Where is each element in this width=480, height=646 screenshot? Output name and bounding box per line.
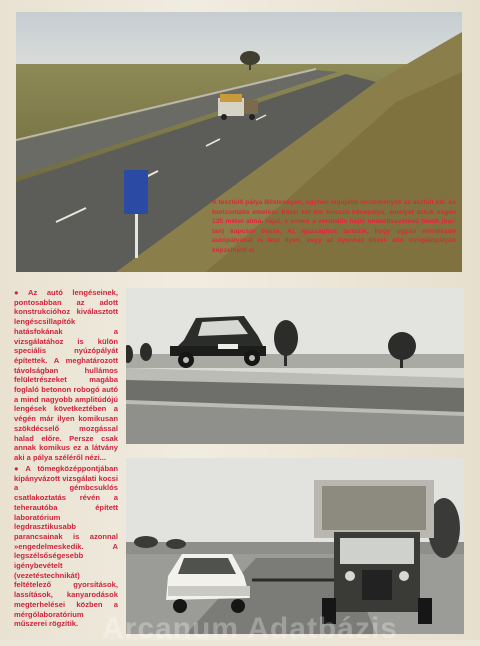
motorway-test-track-photo — [16, 12, 462, 272]
bumpy-road-car-photo — [126, 288, 464, 444]
photo1-caption: A tesztelő pálya Blisteségén, egyben legújabb lecsémények az aszfalt elk. és horizontális emelési. közel két km hosszú kövepálya, amelyet aztuk végén 135 méter almá- rájul, s ennek a vertikális hajló undorítvezetésű hinok (kar- tan) kapcsol össze. Az igazsághoz tartozik, hogy ugyán mértékadó autópályákat is lesz ilyen, vagy az ilyenhez közel- álló vizsgálópályán képzelhető el — [212, 199, 456, 254]
bullet-icon: ● — [14, 288, 27, 297]
article-paragraph-2 — [14, 464, 118, 629]
bullet-icon: ● — [14, 464, 24, 473]
paragraph-1-text: Az autó lengéseinek, pontosabban az adott konstrukcióhoz kiválasztott lengéscsillapítók hatásfokának a vizsgálatához is külön speciális nyúzópályát építettek. A meghatározott távolságban hullámos felületrészeket magába foglaló betonon robogó autó a mind nagyobb amplitúdójú lengések következtében a végén már ilyen komikusan szökdécselő mozgással halad előre. Persze csak annak komikus ez a látvány aki a pálya széléről nézi... — [14, 288, 118, 462]
paragraph-2-text: A tömegközéppontjában kipányvázott vizsgálati kocsi a gémbcsuklós csatlakoztatás révén a teherautóba épített laboratórium legdrasztikusabb parancsainak is azonnal »engedelmeskedik. A legszélsőségesebb igénybevételt (vezetéstechnikát) feltételező gyorsítások, lassítások, kanyarodások megterhelései közben a mérgólaboratórium műszerei rögzítik. — [14, 464, 118, 629]
watermark-text: Arcanum Adatbázis — [102, 612, 398, 645]
lab-truck-towing-photo — [126, 458, 464, 634]
article-paragraph-1 — [14, 288, 118, 463]
